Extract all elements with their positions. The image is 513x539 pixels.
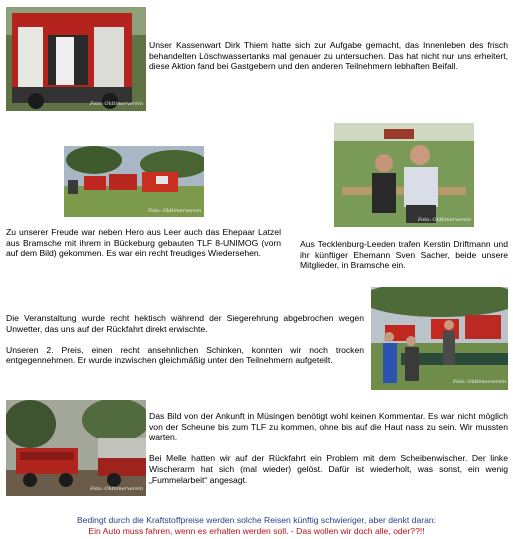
footer-line-2: Ein Auto muss fahren, wenn es erhalten werden soll. - Das wollen wir doch alle, oder??!!: [88, 525, 425, 536]
photo-couple-on-bench: [334, 123, 474, 227]
footer-line-1: Bedingt durch die Kraftstoffpreise werden solche Reisen künftig schwieriger, aber denkt daran:: [76, 515, 437, 525]
paragraph-scheibenwischer: Bei Melle hatten wir auf der Rückfahrt ein Problem mit dem Scheibenwischer. Der linke Wischerarm hat sich (mal wieder) gelöst. Dafür ist wiederholt, was sonst, ein wenig „Fummelarbeit“ angesagt.: [149, 453, 508, 485]
paragraph-tecklenburg: Aus Tecklenburg-Leeden trafen Kerstin Driftmann und ihr künftiger Ehemann Sven Sacher, beide unsere Mitglieder, in Bramsche ein.: [300, 239, 508, 271]
photo-arrival-vehicles: [6, 400, 146, 496]
paragraph-kassenwart: Unser Kassenwart Dirk Thiem hatte sich zur Aufgabe gemacht, das Innenleben des frisch behandelten Löschwassertanks mal genauer zu untersuchen. Das hat nicht nur uns erheitert, diese Aktion fand bei Gastgebern und den anderen Teilnehmern lebhaften Beifall.: [149, 40, 508, 72]
photo-watermark: Foto: Oldtimerverein: [418, 217, 472, 223]
photo-vehicle-lineup: [64, 146, 204, 217]
text-kassenwart: [149, 40, 508, 82]
text-ankunft: [149, 411, 508, 496]
text-siegerehrung: [6, 313, 364, 377]
photo-watermark: Foto: Oldtimerverein: [90, 486, 144, 492]
photo-tanker-interior: [6, 7, 146, 111]
photo-watermark: Foto: Oldtimerverein: [90, 101, 144, 107]
paragraph-siegerehrung: Die Veranstaltung wurde recht hektisch während der Siegerehrung abgebrochen wegen Unwetter, das uns auf der Rückfahrt direkt erwischte.: [6, 313, 364, 334]
photo-watermark: Foto: Oldtimerverein: [148, 208, 202, 214]
text-latzel: [6, 227, 281, 269]
text-tecklenburg: [300, 239, 508, 281]
footer: [0, 515, 513, 536]
paragraph-preis: Unseren 2. Preis, einen recht ansehnlichen Schinken, konnten wir noch trocken entgegennehmen. Er wurde inzwischen gleichmäßig unter den Teilnehmern aufgeteilt.: [6, 344, 364, 366]
photo-award-ceremony: [371, 287, 508, 390]
paragraph-ankunft: Das Bild von der Ankunft in Müsingen benötigt wohl keinen Kommentar. Es war nicht möglich von der Scheune bis zum TLF zu kommen, ohne bis auf die Haut nass zu sein. Wir mussten warten.: [149, 411, 508, 443]
paragraph-latzel: Zu unserer Freude war neben Hero aus Leer auch das Ehepaar Latzel aus Bramsche mit ihrem in Bückeburg gebauten TLF 8-UNIMOG (vorn auf dem Bild) gekommen. Es war ein recht freudiges Wiedersehen.: [6, 227, 281, 259]
photo-watermark: Foto: Oldtimerverein: [453, 379, 507, 385]
